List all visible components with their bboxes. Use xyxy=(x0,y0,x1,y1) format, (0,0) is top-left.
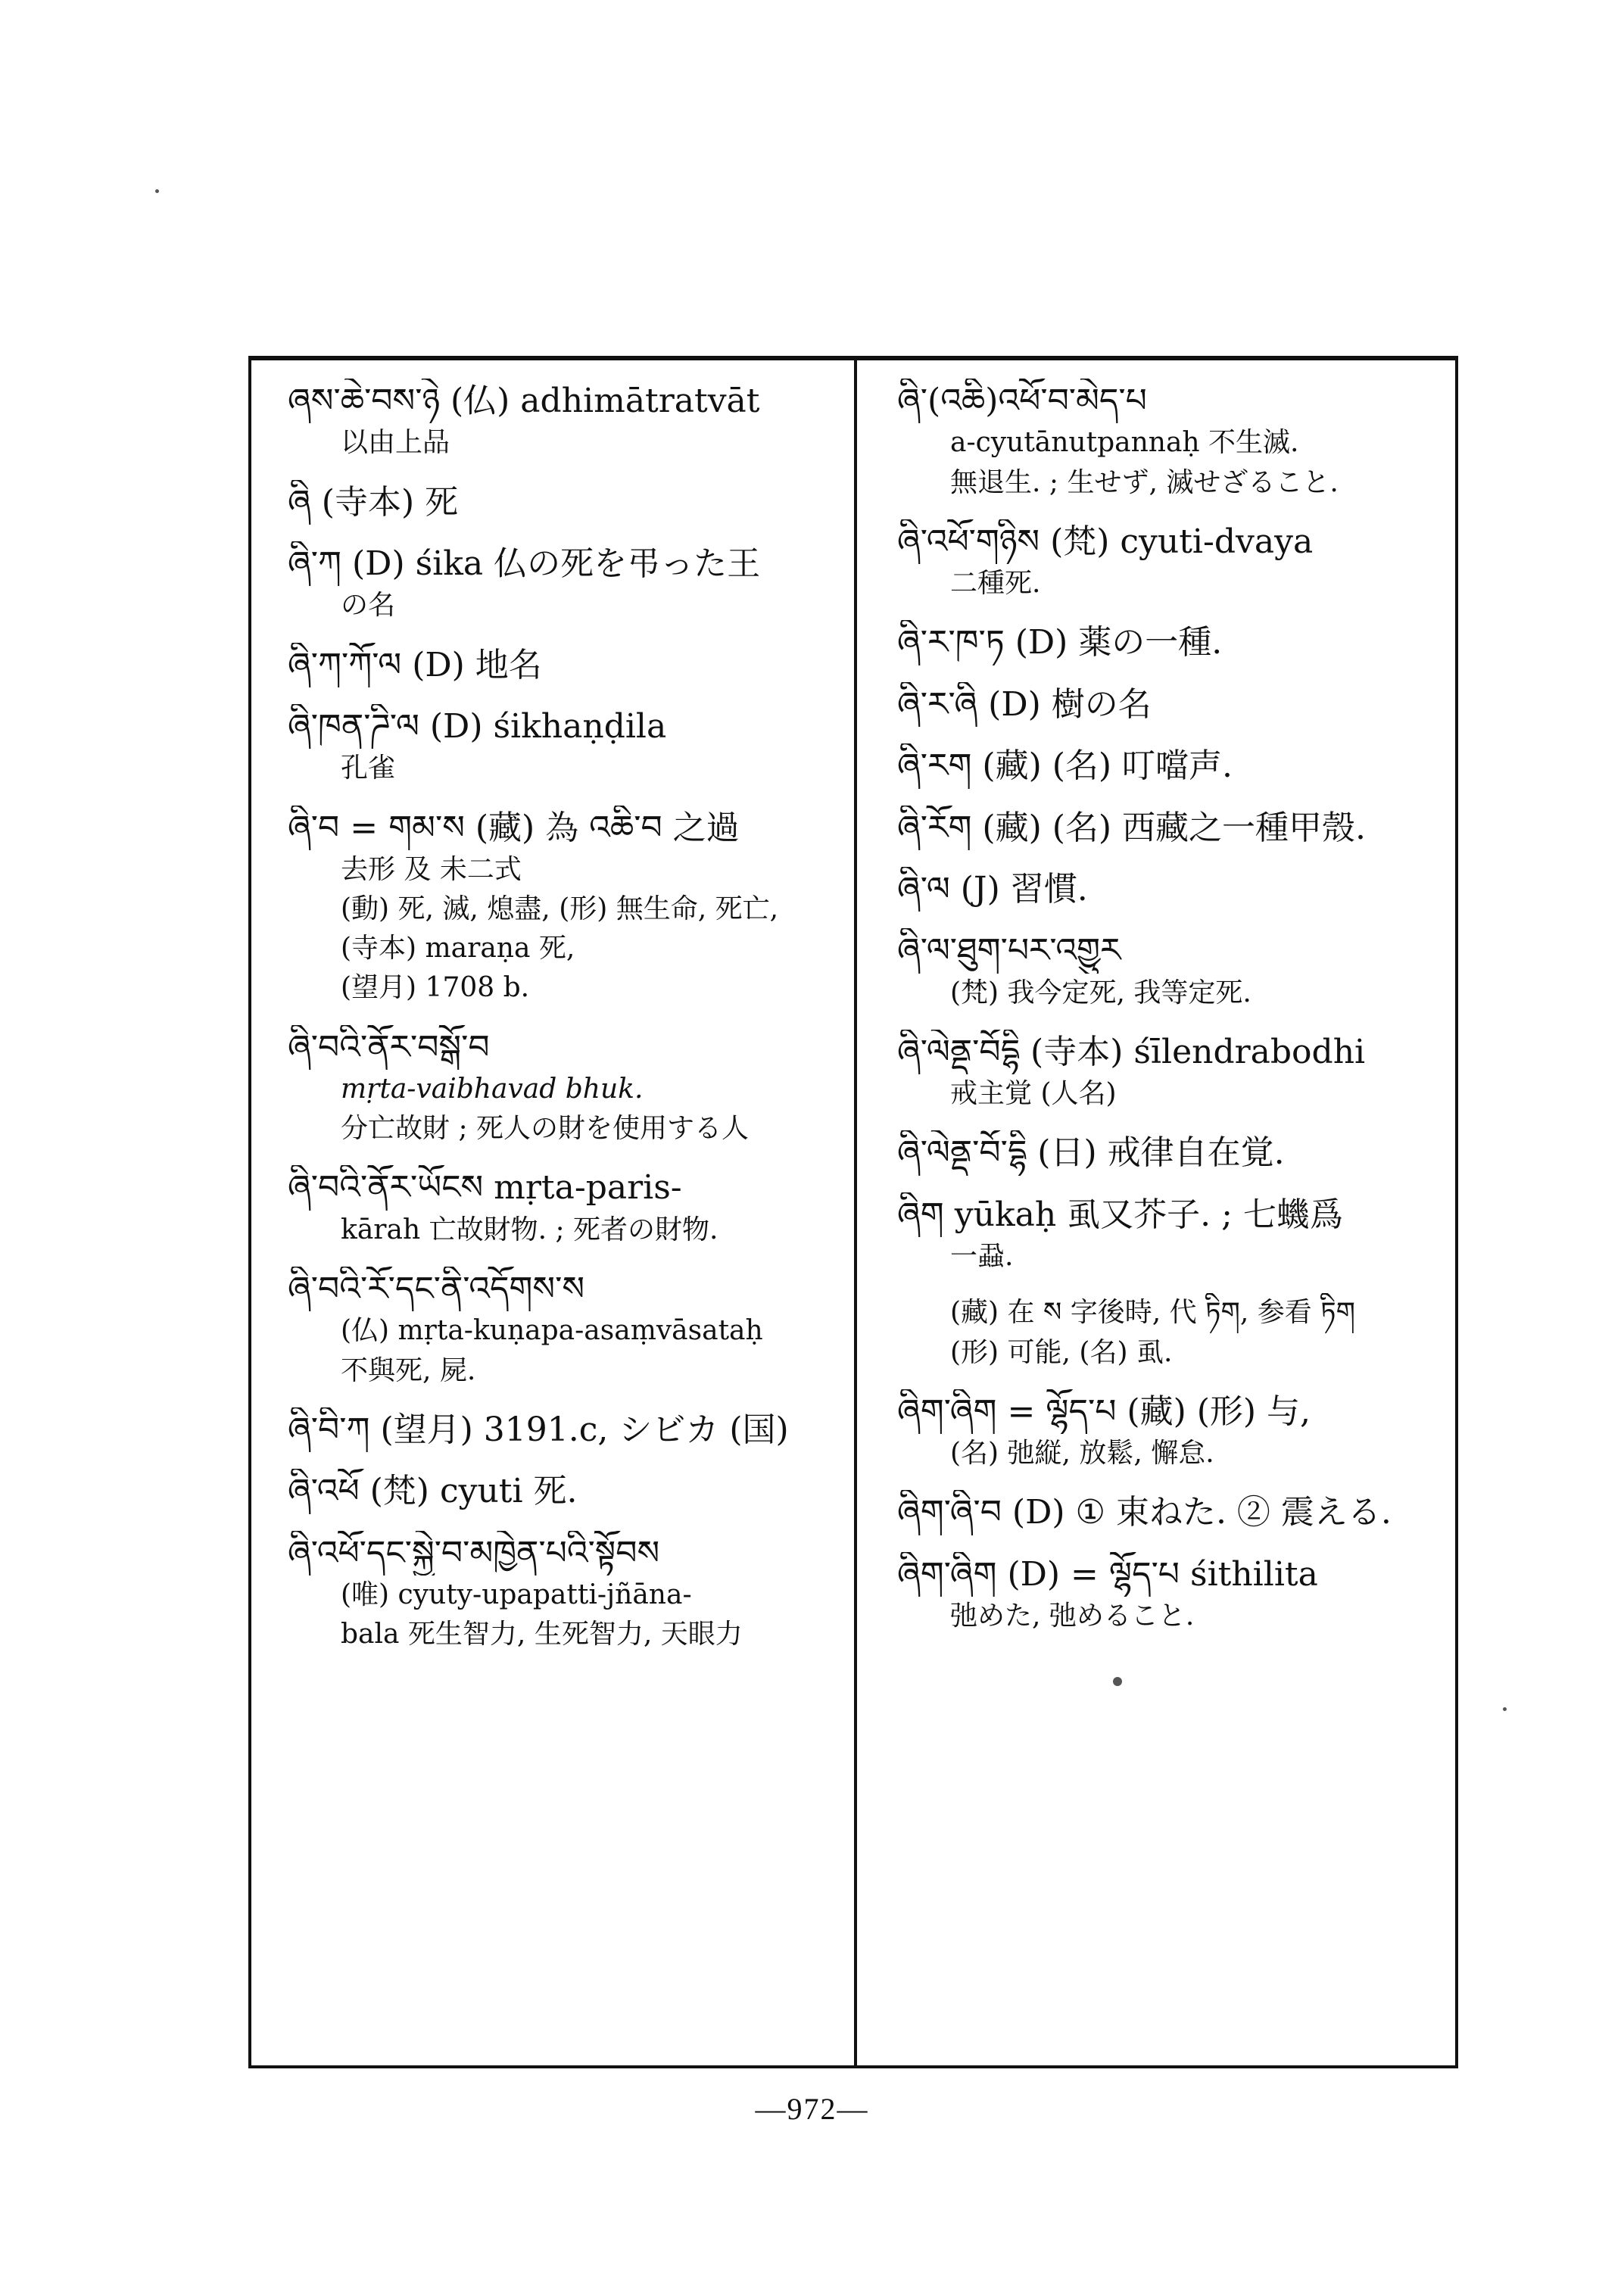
entry xyxy=(897,1192,1450,1277)
headword-line: ཞི་བའི་ནོར་བསྒོ་བ xyxy=(288,1027,490,1067)
headword-line: ཞི་འཕོ (梵) cyuti 死. xyxy=(288,1472,578,1511)
right-column xyxy=(897,379,1450,1653)
scan-speck xyxy=(155,189,159,193)
entry xyxy=(288,1267,840,1391)
headword-line: ཞི་ཀ་ཀོ་ལ (D) 地名 xyxy=(288,645,542,684)
page-number: —972— xyxy=(755,2092,869,2126)
definition-line: (梵) 我今定死, 我等定死. xyxy=(950,977,1252,1008)
headword-line: ཞི་བའི་རོ་དང་ནི་འདོགས་ས xyxy=(288,1270,585,1308)
definition-line: 以由上品 xyxy=(341,427,450,459)
headword-line: ཞི་འཕོ་དང་སྐྱེ་བ་མཁྱེན་པའི་སྟོབས xyxy=(288,1533,660,1572)
definition-line: bala 死生智力, 生死智力, 天眼力 xyxy=(341,1619,743,1650)
definition-line: 弛めた, 弛めること. xyxy=(950,1601,1195,1632)
definition-line: (望月) 1708 b. xyxy=(341,972,530,1004)
headword-line: ཞི་ར་ཞི (D) 樹の名 xyxy=(897,684,1152,724)
definition-line: (動) 死, 滅, 熄盡, (形) 無生命, 死亡, xyxy=(341,893,779,925)
entry xyxy=(897,620,1450,665)
headword-line: ཞི་ལ་ཐུག་པར་འགྱུར xyxy=(897,931,1121,971)
headword-line: ཞི་ཁན་ཌི་ལ (D) śikhaṇḍila xyxy=(288,706,667,746)
definition-line: (寺本) maraṇa 死, xyxy=(341,933,575,965)
headword-line: ཞི་བི་ཀ (望月) 3191.c, シビカ (国) xyxy=(288,1410,789,1449)
definition-line: の名 xyxy=(341,590,396,622)
definition-line: 無退生. ; 生せず, 滅せざること. xyxy=(950,466,1339,498)
entry xyxy=(288,480,840,525)
entry xyxy=(897,1130,1450,1175)
definition-line: a-cyutānutpannaḥ 不生滅. xyxy=(950,427,1299,459)
entry xyxy=(288,806,840,1008)
definition-line: 去形 及 未二式 xyxy=(341,853,522,885)
headword-line: ཞིག yūkaḥ 虱又芥子. ; 七蟣爲 xyxy=(897,1195,1343,1234)
entry xyxy=(288,704,840,789)
definition-line: 孔雀 xyxy=(341,753,396,784)
entry xyxy=(897,1293,1450,1372)
left-column xyxy=(288,379,840,1671)
entry xyxy=(897,1490,1450,1535)
entry xyxy=(288,1469,840,1513)
definition-line: 分亡故財 ; 死人の財を使用する人 xyxy=(341,1113,750,1145)
headword-line: ཞི་(འཆི)འཕོ་བ་མེད་པ xyxy=(897,382,1147,420)
headword-line: ཞི་ལ (J) 習慣. xyxy=(897,869,1088,909)
entry xyxy=(288,643,840,687)
definition-line: 戒主覚 (人名) xyxy=(950,1078,1117,1110)
headword-line: ཞི་ལེནྡ་བོ་དྷི (日) 戒律自在覚. xyxy=(897,1133,1285,1173)
headword-line: ཞིག་ཞིག = ལྷོད་པ (藏) (形) 与, xyxy=(897,1392,1311,1431)
headword-line: ཞིག་ཞིག (D) = ལྷོད་པ śithilita xyxy=(897,1554,1318,1594)
headword-line: ཞི་རོག (藏) (名) 西藏之一種甲殼. xyxy=(897,808,1367,847)
entry xyxy=(288,1165,840,1250)
entry xyxy=(288,1531,840,1655)
column-divider xyxy=(854,356,857,2068)
definition-line: kārah 亡故財物. ; 死者の財物. xyxy=(341,1214,718,1245)
entry xyxy=(897,379,1450,503)
scan-speck xyxy=(1113,1677,1122,1686)
headword-line: ཞས་ཆེ་བས་ཉེ (仏) adhimātratvāt xyxy=(288,382,760,420)
definition-line: (仏) mṛta-kuṇapa-asaṃvāsataḥ xyxy=(341,1315,763,1347)
entry xyxy=(897,1552,1450,1637)
entry xyxy=(897,1389,1450,1474)
definition-line: 二種死. xyxy=(950,568,1041,600)
definition-line: 一蝨. xyxy=(950,1241,1014,1273)
definition-line: (形) 可能, (名) 虱. xyxy=(950,1336,1173,1368)
entry xyxy=(897,519,1450,604)
scan-speck xyxy=(1503,1707,1507,1711)
headword-line: ཞི་འཕོ་གཉིས (梵) cyuti-dvaya xyxy=(897,522,1314,561)
headword-line: ཞི (寺本) 死 xyxy=(288,482,459,522)
entry xyxy=(897,867,1450,912)
entry xyxy=(288,1025,840,1149)
entry xyxy=(897,743,1450,788)
entry xyxy=(288,541,840,626)
headword-line: ཞི་བའི་ནོར་ཡོངས mṛta-paris- xyxy=(288,1168,682,1208)
definition-line: (唯) cyuty-upapatti-jñāna- xyxy=(341,1579,692,1610)
definition-line: (名) 弛縦, 放鬆, 懈怠. xyxy=(950,1438,1214,1470)
entry xyxy=(288,1407,840,1452)
headword-line: ཞི་ར་ཁ་ཏ (D) 薬の一種. xyxy=(897,623,1223,662)
definition-line: mṛta-vaibhavad bhuk. xyxy=(341,1074,644,1105)
headword-line: ཞི་བ = གམ་ས (藏) 為 འཆི་བ 之過 xyxy=(288,808,740,847)
entry xyxy=(897,682,1450,727)
headword-line: ཞིག་ཞི་བ (D) ① 束ねた. ② 震える. xyxy=(897,1493,1392,1532)
entry xyxy=(897,806,1450,850)
entry xyxy=(288,379,840,463)
headword-line: ཞི་ཀ (D) śika 仏の死を弔った王 xyxy=(288,544,761,583)
definition-line: 不與死, 屍. xyxy=(341,1354,476,1386)
entry xyxy=(897,928,1450,1013)
headword-line: ཞི་ལེནྡ་བོདྷི (寺本) śīlendrabodhi xyxy=(897,1032,1366,1071)
entry xyxy=(897,1030,1450,1114)
headword-line: ཞི་རག (藏) (名) 叮噹声. xyxy=(897,746,1233,786)
definition-line: (藏) 在 ས 字後時, 代 ཏིག, 参看 ཏིག xyxy=(950,1297,1355,1329)
